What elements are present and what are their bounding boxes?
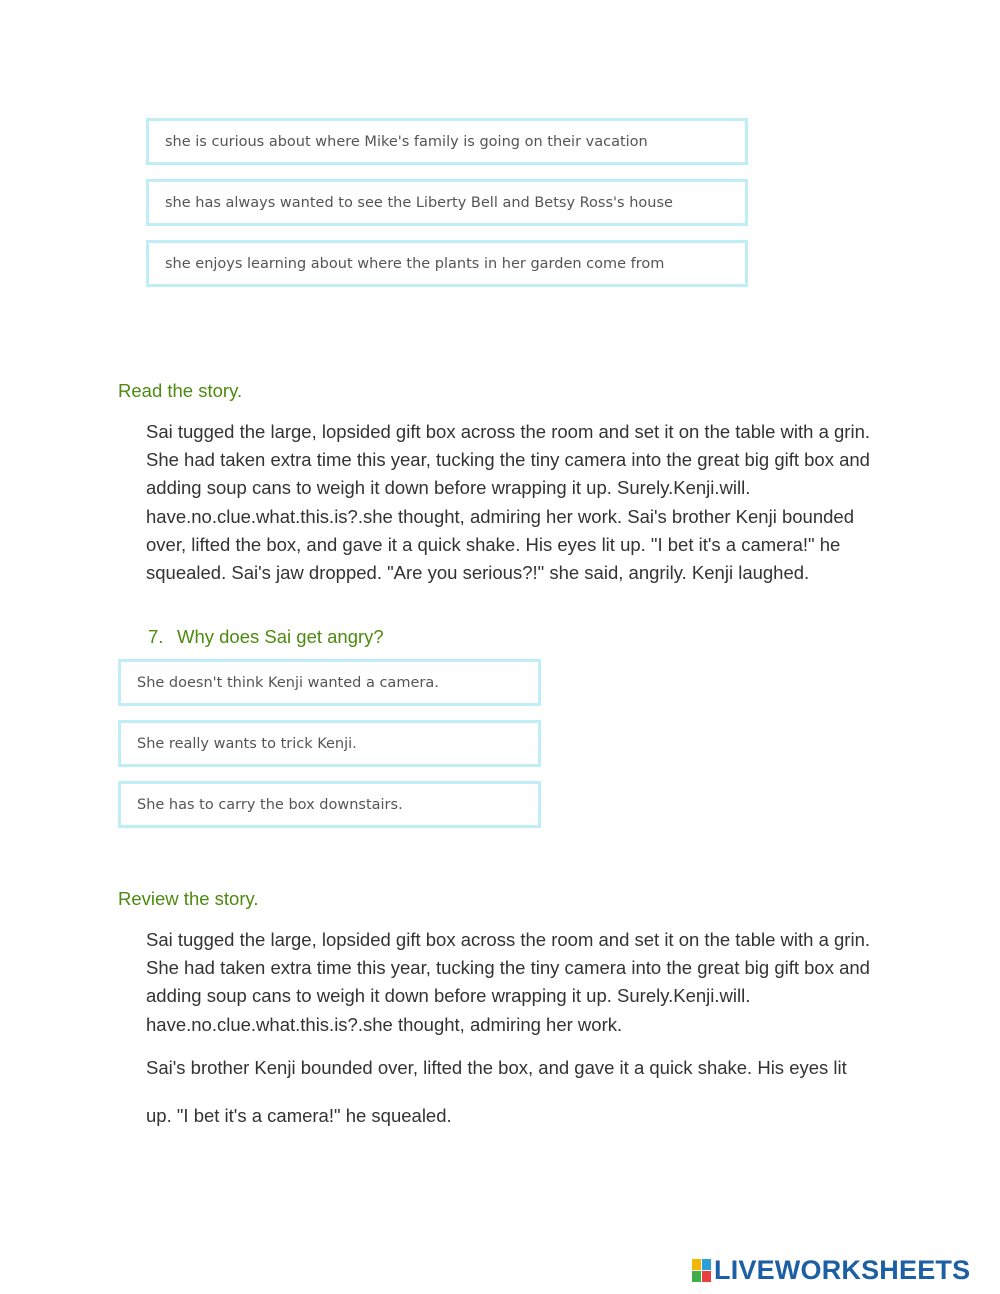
answer-option[interactable]: she has always wanted to see the Liberty Bell and Betsy Ross's house <box>146 179 748 226</box>
review-paragraph-2-line-2: up. "I bet it's a camera!" he squealed. <box>146 1105 452 1126</box>
review-paragraph-1: Sai tugged the large, lopsided gift box across the room and set it on the table with a grin. She had taken extra time this year, tucking the tiny camera into the great big gift box and adding soup cans to weigh it down before wrapping it up. Surely.Kenji.will. have.no.clue.what.this.is?.she thought, admiring her work. <box>146 929 870 1035</box>
answer-option[interactable]: She really wants to trick Kenji. <box>118 720 541 767</box>
story-paragraph: Sai tugged the large, lopsided gift box across the room and set it on the table with a grin. She had taken extra time this year, tucking the tiny camera into the great big gift box and adding soup cans to weigh it down before wrapping it up. Surely.Kenji.will. have.no.clue.what.this.is?.she thought, admiring her work. Sai's brother Kenji bounded over, lifted the box, and gave it a quick shake. His eyes lit up. "I bet it's a camera!" he squealed. Sai's jaw dropped. "Are you serious?!" she said, angrily. Kenji laughed. <box>146 421 870 584</box>
answer-option[interactable]: she is curious about where Mike's family is going on their vacation <box>146 118 748 165</box>
review-paragraph-2-line-1: Sai's brother Kenji bounded over, lifted the box, and gave it a quick shake. His eyes lit <box>146 1057 847 1078</box>
answer-option[interactable]: She has to carry the box downstairs. <box>118 781 541 828</box>
section-heading-review: Review the story. <box>118 888 259 909</box>
question-text: Why does Sai get angry? <box>177 626 384 647</box>
logo-text: LIVEWORKSHEETS <box>714 1255 971 1285</box>
question-number: 7. <box>148 626 164 647</box>
section-heading-read: Read the story. <box>118 380 243 401</box>
liveworksheets-logo <box>692 1255 970 1286</box>
logo-mark-icon <box>692 1259 712 1283</box>
answer-option[interactable]: she enjoys learning about where the plants in her garden come from <box>146 240 748 287</box>
answer-option[interactable]: She doesn't think Kenji wanted a camera. <box>118 659 541 706</box>
question-7 <box>148 626 384 648</box>
